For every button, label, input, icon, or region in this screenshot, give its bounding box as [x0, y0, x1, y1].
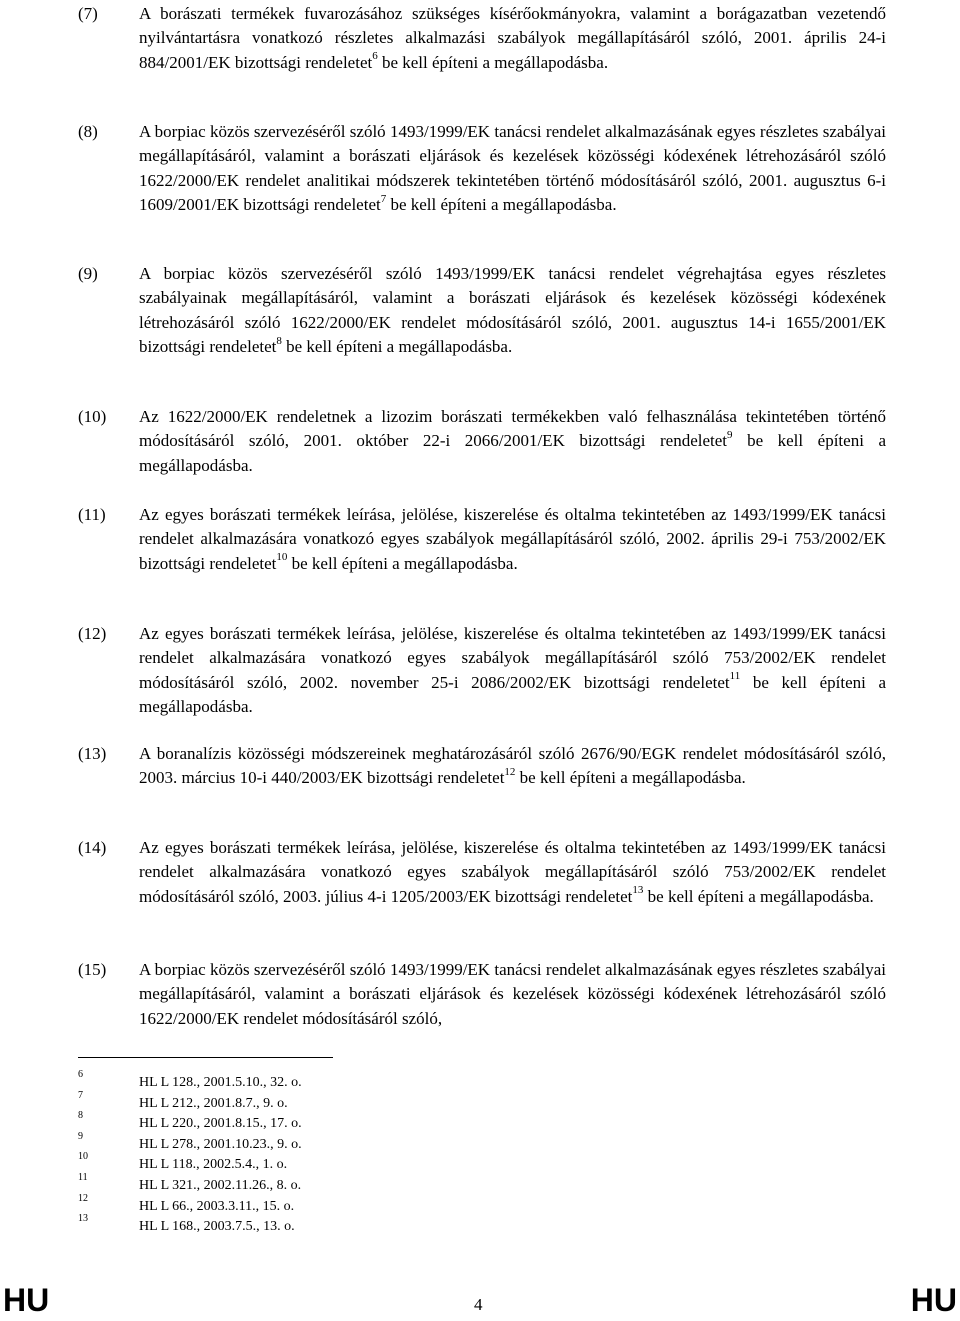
paragraph-text: Az 1622/2000/EK rendeletnek a lizozim borászati termékekben való felhasználása tekintetében történő módosításáról szóló, 2001. október 22-i 2066/2001/EK bizottsági rendeletet$^9$ be kell építeni a megállapodásba. [139, 407, 887, 475]
paragraph-text: A borpiac közös szervezéséről szóló 1493/1999/EK tanácsi rendelet alkalmazásának egyes részletes szabályai megállapításáról, valamint a borászati eljárások és kezelések közösségi kódexének létrehozásáról szóló 1622/2000/EK rendelet módosításáról szóló, [139, 960, 886, 1028]
paragraph-text: Az egyes borászati termékek leírása, jelölése, kiszerelése és oltalma tekintetében az 1493/1999/EK tanácsi rendelet alkalmazására vonatkozó egyes szabályok megállapításáról szóló, 2002. április 29-i 753/2002/EK bizottsági rendeletet$^{10}$ be kell építeni a megállapodásba. [139, 505, 886, 573]
paragraph-10 [78, 405, 886, 478]
paragraph-text: A boranalízis közösségi módszereinek meghatározásáról szóló 2676/90/EGK rendelet módosításáról szóló, 2003. március 10-i 440/2003/EK bizottsági rendeletet$^{12}$ be kell építeni a megállapodásba. [139, 744, 886, 788]
footnote-ref[interactable]: 10 [276, 551, 288, 564]
footnote-text: HL L 128., 2001.5.10., 32. o. [139, 1075, 302, 1090]
footnote [78, 1089, 478, 1116]
footnote-text: HL L 212., 2001.8.7., 9. o. [139, 1095, 288, 1111]
paragraph-15 [78, 958, 886, 1031]
paragraph-number: (12) [78, 624, 107, 643]
footnote-ref[interactable]: 11 [729, 670, 741, 683]
footnote-number: 6 [78, 1069, 83, 1080]
footnote-ref[interactable]: 12 [504, 765, 516, 778]
footnote-ref[interactable]: 9 [727, 428, 733, 441]
footnote-ref[interactable]: 8 [276, 334, 282, 347]
footer-language-code-left: HU [3, 1282, 50, 1318]
paragraph-11 [78, 503, 886, 576]
paragraph-number: (9) [78, 264, 98, 283]
paragraph-text: A borpiac közös szervezéséről szóló 1493/1999/EK tanácsi rendelet alkalmazásának egyes részletes szabályai megállapításáról, valamint a borászati eljárások és kezelések közösségi kódexének létrehozásáról szóló 1622/2000/EK rendelet analitikai módszerek tekintetében történő módosításáról szóló, 2001. augusztus 6-i 1609/2001/EK bizottsági rendeletet$^7$ be kell építeni a megállapodásba. [139, 122, 886, 215]
paragraph-text: Az egyes borászati termékek leírása, jelölése, kiszerelése és oltalma tekintetében az 1493/1999/EK tanácsi rendelet alkalmazására vonatkozó egyes szabályok megállapításáról szóló 753/2002/EK rendelet módosításáról szóló, 2003. július 4-i 1205/2003/EK bizottsági rendeletet$^{13}$ be kell építeni a megállapodásba. [139, 838, 886, 906]
paragraph-number: (8) [78, 122, 98, 141]
paragraph-number: (15) [78, 960, 107, 979]
footnote [78, 1069, 478, 1095]
paragraph-number: (14) [78, 838, 107, 857]
paragraph-number: (10) [78, 407, 107, 426]
footnote-separator [78, 1057, 333, 1058]
footnote-ref[interactable]: 7 [380, 192, 387, 205]
footnote [78, 1110, 478, 1136]
footnote [78, 1151, 478, 1177]
footnote-text: HL L 220., 2001.8.15., 17. o. [139, 1116, 302, 1132]
footnote-text: HL L 168., 2003.7.5., 13. o. [139, 1219, 295, 1235]
paragraph-7 [78, 2, 886, 75]
footnote-number: 13 [78, 1213, 88, 1225]
paragraph-13 [78, 742, 886, 791]
page-number: 4 [474, 1295, 483, 1314]
paragraph-text: Az egyes borászati termékek leírása, jelölése, kiszerelése és oltalma tekintetében az 1493/1999/EK tanácsi rendelet alkalmazására vonatkozó egyes szabályok megállapításáról szóló 753/2002/EK rendelet módosításáról szóló, 2002. november 25-i 2086/2002/EK bizottsági rendeletet$^{11}$ be kell építeni a megállapodásba. [139, 624, 887, 717]
footnote-number: 9 [78, 1130, 83, 1142]
paragraph-text: A borpiac közös szervezéséről szóló 1493/1999/EK tanácsi rendelet végrehajtása egyes részletes szabályainak megállapításáról, valamint a borászati eljárások és kezelések közösségi kódexének létrehozásáról szóló 1622/2000/EK rendelet módosításáról szóló, 2001. augusztus 14-i 1655/2001/EK bizottsági rendeletet$^8$ be kell építeni a megállapodásba. [139, 264, 886, 357]
footnote-text: HL L 278., 2001.10.23., 9. o. [139, 1136, 302, 1152]
footnote-text: HL L 66., 2003.3.11., 15. o. [139, 1198, 295, 1214]
paragraph-8 [78, 120, 886, 218]
footnotes [78, 1069, 478, 1239]
paragraph-number: (7) [78, 4, 98, 23]
footnote-text: HL L 118., 2002.5.4., 1. o. [139, 1157, 288, 1173]
footnote [78, 1130, 478, 1157]
footnote-ref[interactable]: 13 [632, 884, 644, 897]
footnote [78, 1192, 478, 1219]
paragraph-number: (11) [78, 505, 106, 524]
footer-language-code-right: HU [910, 1282, 957, 1318]
footnote-number: 10 [78, 1151, 88, 1163]
paragraph-12 [78, 622, 886, 720]
footnote-number: 11 [78, 1171, 88, 1183]
footnote-number: 7 [78, 1089, 83, 1101]
footnote-ref[interactable]: 6 [372, 50, 378, 63]
paragraph-text: A borászati termékek fuvarozásához szükséges kísérőokmányokra, valamint a borágazatban vezetendő nyilvántartásra vonatkozó részletes alkalmazási szabályok megállapításáról szóló, 2001. április 24-i 884/2001/EK bizottsági rendeletet$^6$ be kell építeni a megállapodásba. [139, 4, 886, 72]
footnote-text: HL L 321., 2002.11.26., 8. o. [139, 1177, 302, 1193]
footnote [78, 1213, 478, 1239]
footnote-number: 12 [78, 1192, 88, 1204]
paragraph-9 [78, 262, 886, 360]
footnote-number: 8 [78, 1110, 83, 1122]
footnote [78, 1171, 478, 1198]
paragraph-14 [78, 836, 886, 909]
paragraph-number: (13) [78, 744, 107, 763]
